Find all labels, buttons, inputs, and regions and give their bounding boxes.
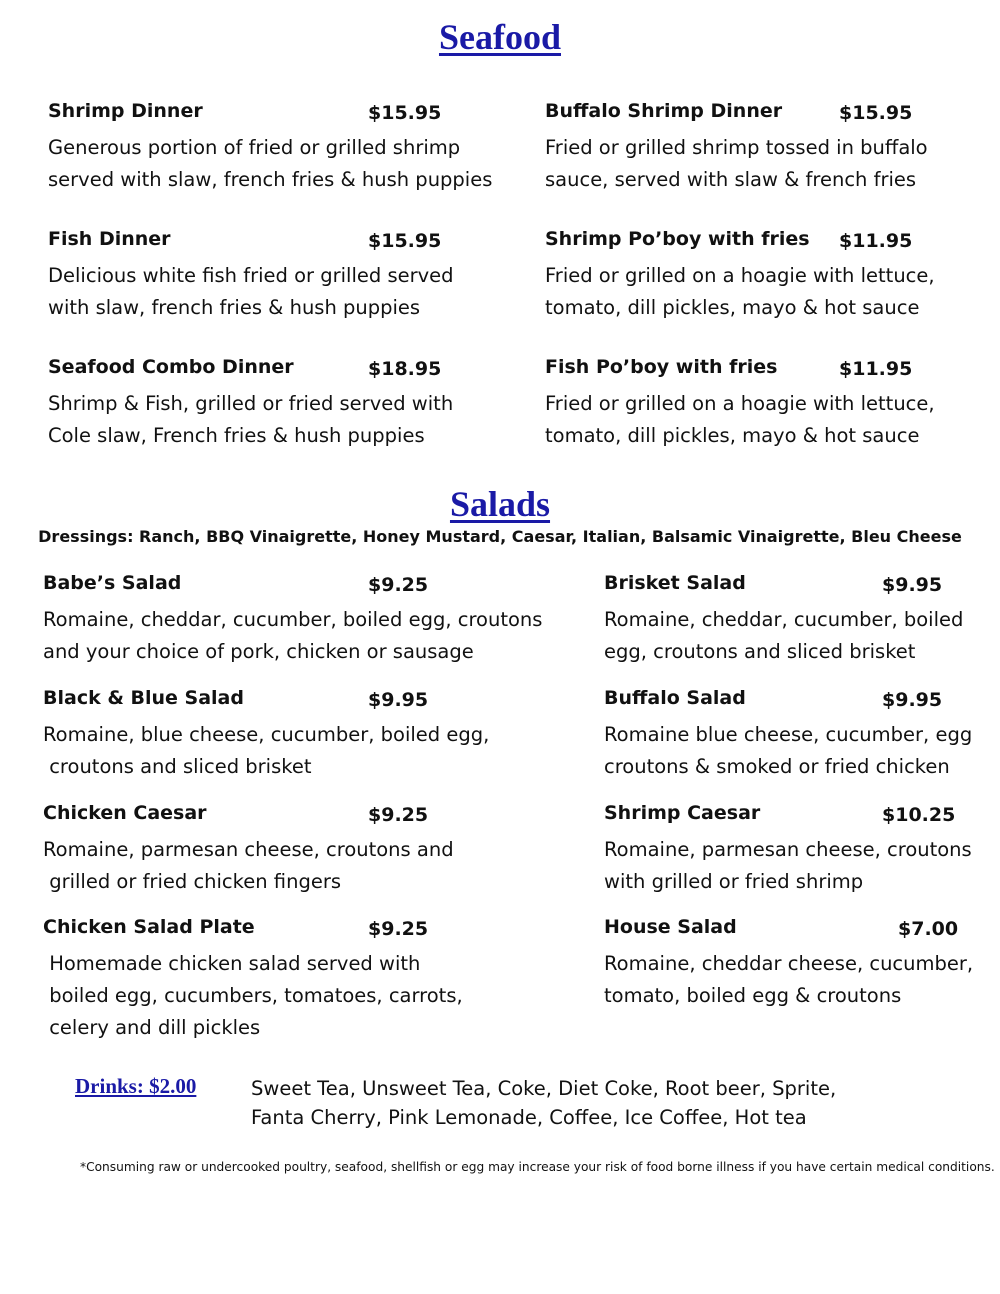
desc-line: Romaine, parmesan cheese, croutons and xyxy=(43,838,454,861)
desc-line: egg, croutons and sliced brisket xyxy=(604,640,916,663)
desc-line: Romaine blue cheese, cucumber, egg xyxy=(604,723,973,746)
item-price: $7.00 xyxy=(898,918,959,940)
desc-line: Romaine, cheddar, cucumber, boiled egg, croutons xyxy=(43,608,543,631)
desc-line: celery and dill pickles xyxy=(43,1016,261,1039)
desc-line: sauce, served with slaw & french fries xyxy=(545,168,917,191)
item-name: Black & Blue Salad xyxy=(43,687,244,709)
item-price: $9.95 xyxy=(882,574,943,596)
desc-line: croutons and sliced brisket xyxy=(43,755,312,778)
item-name: Chicken Caesar xyxy=(43,802,207,824)
item-name: Shrimp Caesar xyxy=(604,802,761,824)
item-description xyxy=(604,604,963,668)
desc-line: Homemade chicken salad served with xyxy=(43,952,421,975)
item-description xyxy=(43,604,542,668)
item-price: $15.95 xyxy=(368,102,442,124)
desc-line: with slaw, french fries & hush puppies xyxy=(48,296,421,319)
item-price: $15.95 xyxy=(839,102,913,124)
desc-line: Romaine, blue cheese, cucumber, boiled egg, xyxy=(43,723,490,746)
item-name: Buffalo Shrimp Dinner xyxy=(545,100,783,122)
item-price: $9.25 xyxy=(368,918,429,940)
item-name: Brisket Salad xyxy=(604,572,746,594)
desc-line: Cole slaw, French fries & hush puppies xyxy=(48,424,425,447)
desc-line: Generous portion of fried or grilled shrimp xyxy=(48,136,461,159)
item-name: Babe’s Salad xyxy=(43,572,182,594)
item-name: Shrimp Po’boy with fries xyxy=(545,228,810,250)
desc-line: tomato, dill pickles, mayo & hot sauce xyxy=(545,424,920,447)
desc-line: boiled egg, cucumbers, tomatoes, carrots, xyxy=(43,984,463,1007)
desc-line: Romaine, parmesan cheese, croutons xyxy=(604,838,972,861)
item-name: Fish Po’boy with fries xyxy=(545,356,778,378)
desc-line: Romaine, cheddar, cucumber, boiled xyxy=(604,608,964,631)
desc-line: Fried or grilled on a hoagie with lettuce, xyxy=(545,392,935,415)
item-name: Chicken Salad Plate xyxy=(43,916,255,938)
item-price: $11.95 xyxy=(839,230,913,252)
item-price: $9.95 xyxy=(882,689,943,711)
item-name: Buffalo Salad xyxy=(604,687,746,709)
item-name: Seafood Combo Dinner xyxy=(48,356,294,378)
item-description xyxy=(48,260,454,324)
item-price: $9.25 xyxy=(368,804,429,826)
desc-line: Delicious white fish fried or grilled served xyxy=(48,264,454,287)
item-description xyxy=(545,388,935,452)
desc-line: croutons & smoked or fried chicken xyxy=(604,755,950,778)
salads-heading: Salads xyxy=(449,484,551,524)
item-name: Fish Dinner xyxy=(48,228,171,250)
desc-line: with grilled or fried shrimp xyxy=(604,870,864,893)
drinks-list xyxy=(251,1074,836,1132)
item-description xyxy=(604,719,972,783)
item-price: $11.95 xyxy=(839,358,913,380)
item-name: Shrimp Dinner xyxy=(48,100,203,122)
drinks-heading: Drinks: $2.00 xyxy=(75,1074,197,1098)
drinks-line: Fanta Cherry, Pink Lemonade, Coffee, Ice Coffee, Hot tea xyxy=(251,1106,807,1129)
item-name: House Salad xyxy=(604,916,737,938)
desc-line: tomato, boiled egg & croutons xyxy=(604,984,902,1007)
dressings-list: Dressings: Ranch, BBQ Vinaigrette, Honey Mustard, Caesar, Italian, Balsamic Vinaigrette, Bleu Cheese xyxy=(38,527,962,546)
item-description xyxy=(604,948,973,1012)
item-description xyxy=(43,948,463,1044)
desc-line: Fried or grilled on a hoagie with lettuce, xyxy=(545,264,935,287)
item-description xyxy=(43,834,454,898)
item-description xyxy=(43,719,489,783)
item-price: $9.95 xyxy=(368,689,429,711)
desc-line: tomato, dill pickles, mayo & hot sauce xyxy=(545,296,920,319)
desc-line: Fried or grilled shrimp tossed in buffalo xyxy=(545,136,928,159)
item-price: $18.95 xyxy=(368,358,442,380)
drinks-line: Sweet Tea, Unsweet Tea, Coke, Diet Coke, Root beer, Sprite, xyxy=(251,1077,837,1100)
item-price: $10.25 xyxy=(882,804,956,826)
desc-line: grilled or fried chicken fingers xyxy=(43,870,342,893)
item-price: $9.25 xyxy=(368,574,429,596)
desc-line: and your choice of pork, chicken or sausage xyxy=(43,640,474,663)
desc-line: Romaine, cheddar cheese, cucumber, xyxy=(604,952,974,975)
item-description xyxy=(48,388,453,452)
item-description xyxy=(545,132,928,196)
item-description xyxy=(545,260,935,324)
desc-line: served with slaw, french fries & hush puppies xyxy=(48,168,493,191)
item-description xyxy=(604,834,972,898)
seafood-heading: Seafood xyxy=(438,17,561,57)
item-description xyxy=(48,132,492,196)
item-price: $15.95 xyxy=(368,230,442,252)
desc-line: Shrimp & Fish, grilled or fried served with xyxy=(48,392,454,415)
food-safety-disclaimer: *Consuming raw or undercooked poultry, seafood, shellfish or egg may increase your risk of food borne illness if you have certain medical conditions. xyxy=(80,1160,995,1174)
